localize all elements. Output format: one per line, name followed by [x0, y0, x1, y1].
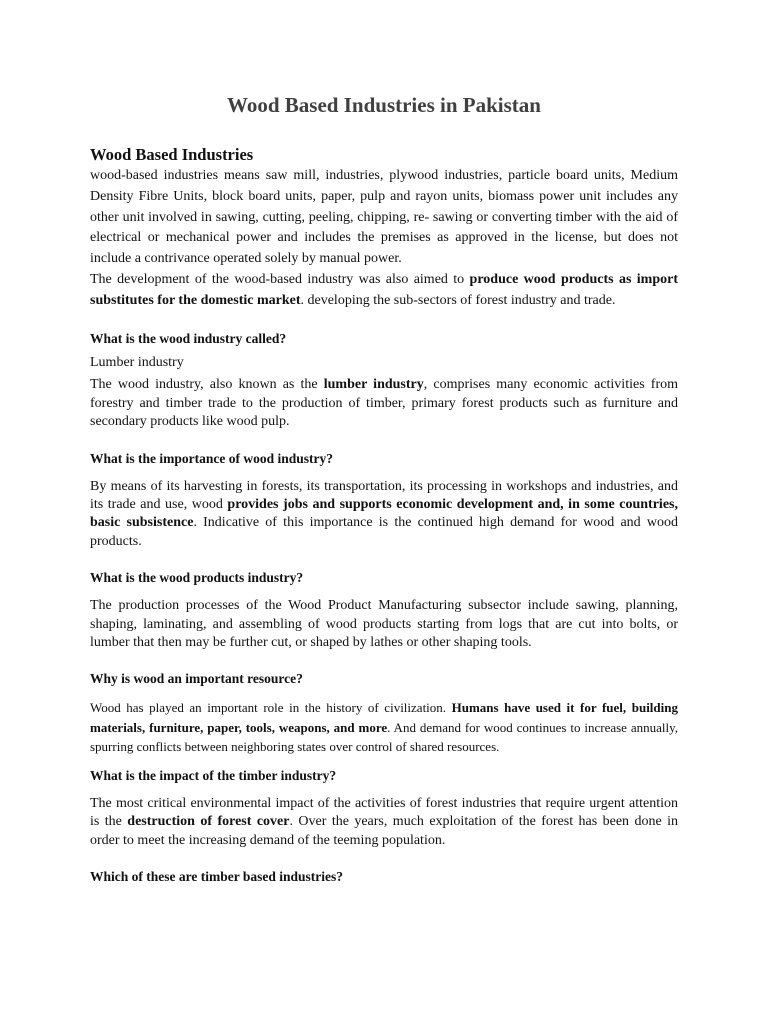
text-run: . Over the years, much exploitation of the forest has been done in order to meet the increasing demand of the teeming population. [90, 814, 678, 848]
short-answer: Lumber industry [90, 354, 184, 370]
text-run: The most critical environmental impact of the activities of forest industries that require urgent attention is the [90, 795, 678, 830]
question-heading: What is the wood industry called? [90, 330, 287, 346]
question-heading: What is the importance of wood industry? [90, 450, 334, 466]
answer-paragraph [90, 376, 678, 431]
question-heading: Which of these are timber based industries? [90, 869, 343, 885]
text-run: The wood industry, also known as the [90, 377, 324, 393]
answer-paragraph [90, 698, 678, 757]
answer-paragraph [90, 478, 678, 552]
bold-text: provides jobs and supports economic development and, in some countries, basic subsistence [90, 497, 678, 531]
document-title: Wood Based Industries in Pakistan [227, 93, 541, 117]
text-run: Wood has played an important role in the history of civilization. [90, 700, 452, 716]
section-heading: Wood Based Industries [90, 145, 254, 164]
text-run: By means of its harvesting in forests, its transportation, its processing in workshops and industries, and its trade and use, wood [90, 478, 678, 512]
bold-text: Humans have used it for fuel, building materials, furniture, paper, tools, weapons, and more [90, 700, 678, 735]
text-run: . developing the sub-sectors of forest industry and trade. [300, 292, 616, 308]
question-heading: What is the wood products industry? [90, 570, 304, 586]
question-heading: Why is wood an important resource? [90, 671, 303, 687]
bold-text: lumber industry [323, 377, 424, 393]
answer-paragraph [90, 795, 678, 850]
question-heading: What is the impact of the timber industry? [90, 767, 337, 783]
document-body [90, 144, 678, 886]
text-run: The development of the wood-based industry was also aimed to [90, 271, 470, 287]
intro-paragraph: wood-based industries means saw mill, industries, plywood industries, particle board units, Medium Density Fibre Units, block board units, paper, pulp and rayon units, biomass power unit includes any other unit involved in sawing, cutting, peeling, chipping, re- sawing or converting timber with the aid of electrical or mechanical power and includes the premises as approved in the license, but does not include a contrivance operated solely by manual power. [90, 168, 678, 267]
bold-text: produce wood products as import substitutes for the domestic market [90, 271, 678, 308]
intro-paragraph-2 [90, 270, 678, 312]
answer-paragraph: The production processes of the Wood Product Manufacturing subsector include sawing, planning, shaping, laminating, and assembling of wood products starting from logs that are cut into bolts, or lumber that then may be further cut, or shaped by lathes or other shaping tools. [90, 598, 678, 651]
text-run: , comprises many economic activities from forestry and timber trade to the production of timber, primary forest products such as furniture and secondary products like wood pulp. [90, 377, 678, 430]
text-run: . Indicative of this importance is the continued high demand for wood and wood products. [90, 515, 678, 549]
bold-text: destruction of forest cover [127, 814, 290, 830]
text-run: . And demand for wood continues to increase annually, spurring conflicts between neighboring states over control of shared resources. [90, 719, 678, 755]
